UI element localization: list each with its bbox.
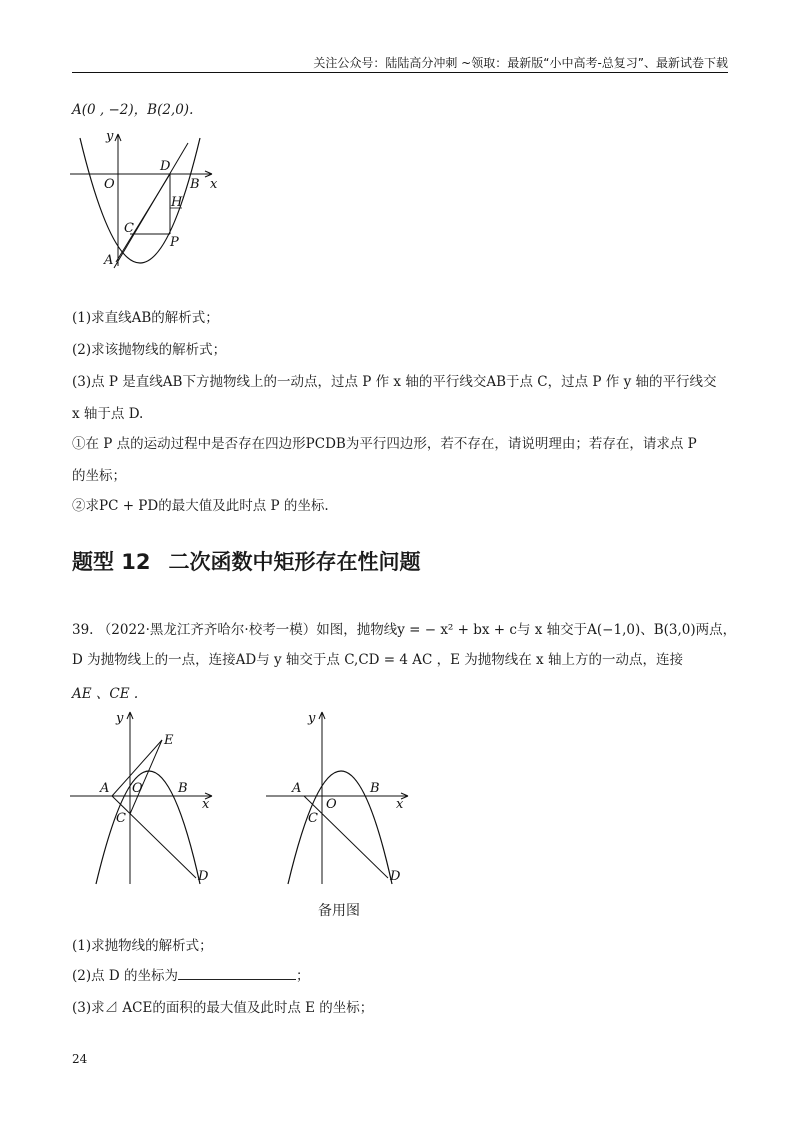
- q39-item-3: (3)求⊿ ACE的面积的最大值及此时点 E 的坐标；: [72, 1000, 374, 1016]
- figure-1-parabola: [70, 128, 230, 268]
- q39-item-2-prefix: (2)点 D 的坐标为: [72, 968, 179, 984]
- fig1-label-D: D: [160, 159, 171, 174]
- fig1-label-A: A: [104, 253, 114, 268]
- fig3-label-O: O: [326, 797, 337, 812]
- section-label: 题型 12: [72, 550, 151, 574]
- q39-item-2-suffix: ；: [296, 968, 310, 984]
- fig1-label-B: B: [190, 177, 200, 192]
- fig3-label-A: A: [292, 781, 302, 796]
- header-rule: [72, 72, 728, 73]
- points-line: A(0 , −2)，B(2,0).: [72, 102, 194, 118]
- fig1-label-C: C: [124, 221, 134, 236]
- fig1-label-x: x: [210, 177, 218, 192]
- q1-item-3a: (3)点 P 是直线AB下方抛物线上的一动点，过点 P 作 x 轴的平行线交AB于点 C，过点 P 作 y 轴的平行线交: [72, 374, 717, 390]
- section-title: 二次函数中矩形存在性问题: [168, 550, 421, 574]
- fig2-label-A: A: [100, 781, 110, 796]
- fig2-label-x: x: [202, 797, 210, 812]
- q39-line-2: D 为抛物线上的一点，连接AD与 y 轴交于点 C,CD = 4 AC ，E 为抛物线在 x 轴上方的一动点，连接: [72, 652, 683, 668]
- q1-item-1: (1)求直线AB的解析式；: [72, 310, 219, 326]
- figure-3-parabola: [262, 708, 422, 888]
- section-heading: [72, 546, 421, 576]
- fig1-label-y: y: [106, 129, 114, 144]
- fig3-label-C: C: [308, 811, 318, 826]
- q1-item-2: (2)求该抛物线的解析式；: [72, 342, 227, 358]
- page-number: 24: [72, 1052, 88, 1066]
- q1-item-3b: x 轴于点 D.: [72, 406, 144, 422]
- fig2-label-C: C: [116, 811, 126, 826]
- fig3-label-x: x: [396, 797, 404, 812]
- fig3-label-D: D: [390, 869, 401, 884]
- fig2-label-D: D: [198, 869, 209, 884]
- answer-blank[interactable]: [178, 967, 296, 980]
- fig3-label-y: y: [308, 711, 316, 726]
- fig1-label-O: O: [104, 177, 115, 192]
- q39-item-2: [72, 964, 728, 984]
- fig1-label-H: H: [171, 195, 183, 210]
- q1-sub-1a: ①在 P 点的运动过程中是否存在四边形PCDB为平行四边形，若不存在，请说明理由；若存在，请求点 P: [72, 436, 697, 452]
- q39-line-1: 39. （2022·黑龙江齐齐哈尔·校考一模）如图，抛物线y = − x² + bx + c与 x 轴交于A(−1,0)、B(3,0)两点，: [72, 622, 737, 638]
- q39-line-3: AE 、CE .: [72, 686, 139, 702]
- figure-caption: 备用图: [318, 903, 360, 919]
- q39-item-1: (1)求抛物线的解析式；: [72, 938, 213, 954]
- q1-sub-2: ②求PC + PD的最大值及此时点 P 的坐标.: [72, 498, 329, 514]
- fig2-label-y: y: [116, 711, 124, 726]
- fig3-label-B: B: [370, 781, 380, 796]
- fig2-label-O: O: [132, 781, 143, 796]
- fig1-label-P: P: [170, 235, 179, 250]
- page-header: 关注公众号：陆陆高分冲刺 ~领取：最新版“小中高考-总复习”、最新试卷下载: [313, 56, 728, 70]
- fig2-label-E: E: [164, 733, 174, 748]
- figure-2-parabola: [66, 708, 226, 888]
- fig2-label-B: B: [178, 781, 188, 796]
- q1-sub-1b: 的坐标；: [72, 468, 126, 484]
